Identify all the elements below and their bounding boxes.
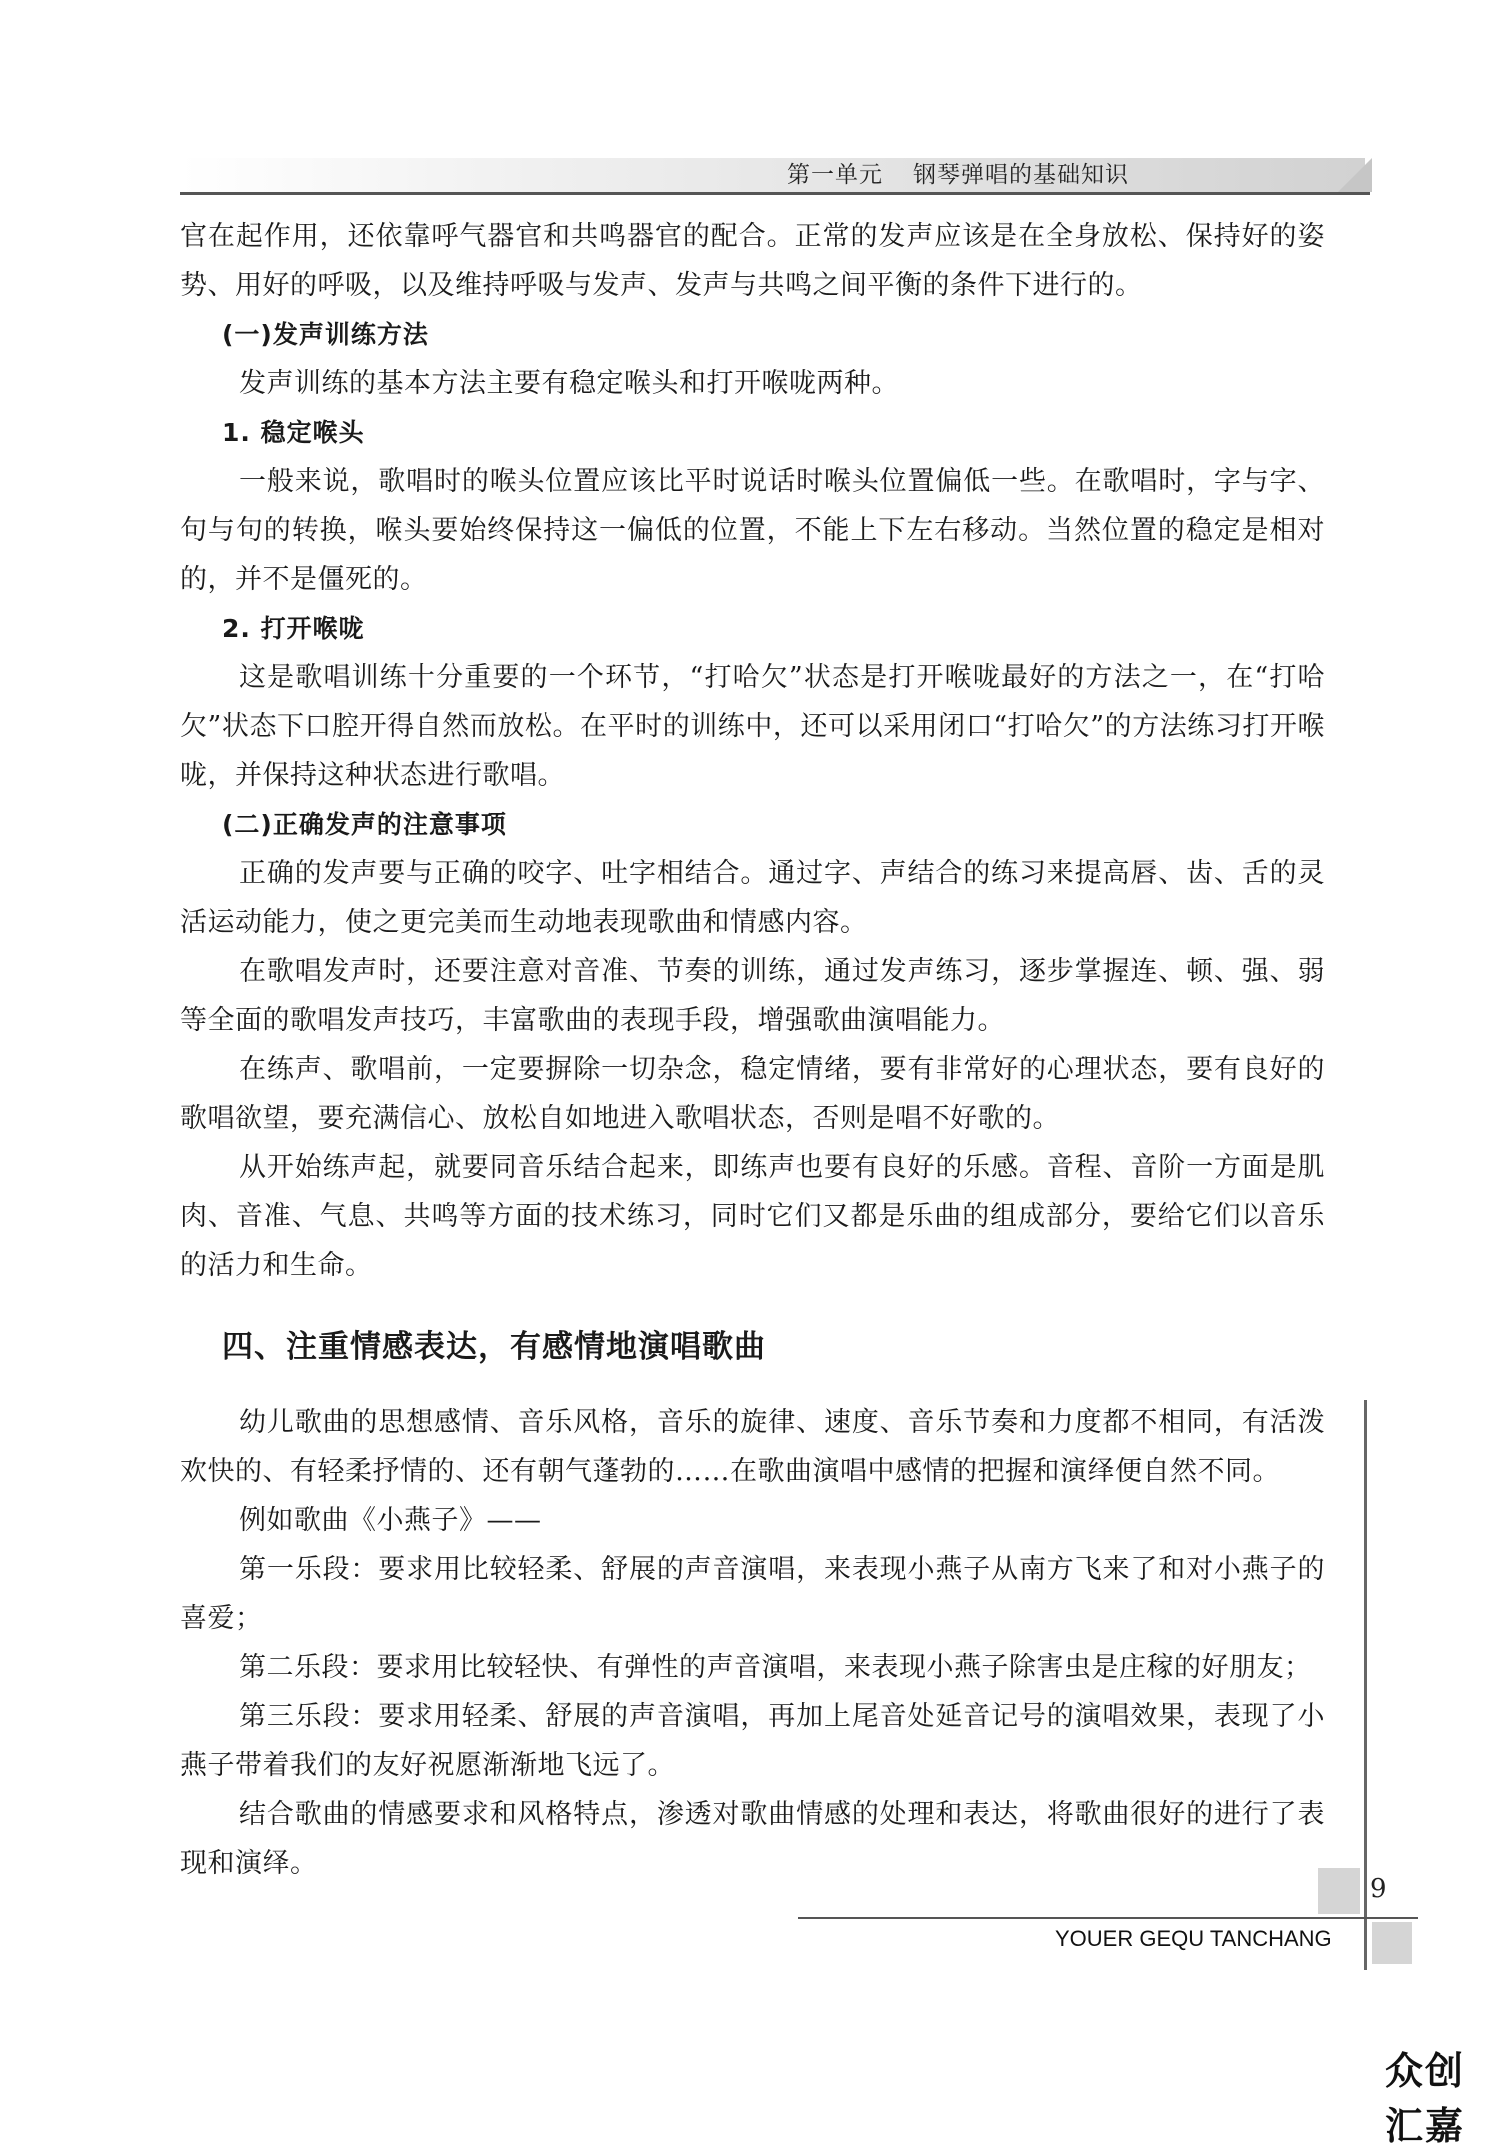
margin-rule xyxy=(1364,1400,1367,1970)
footer-rule xyxy=(798,1917,1418,1919)
footer-block xyxy=(1372,1922,1412,1964)
footer-block xyxy=(1318,1868,1360,1914)
page-body xyxy=(180,212,1325,1888)
paragraph: 第二乐段：要求用比较轻快、有弹性的声音演唱，来表现小燕子除害虫是庄稼的好朋友； xyxy=(239,1652,1312,1683)
subheading: 1. 稳定喉头 xyxy=(222,418,365,447)
subheading: (一)发声训练方法 xyxy=(222,320,429,349)
paragraph: 在练声、歌唱前，一定要摒除一切杂念，稳定情绪，要有非常好的心理状态，要有良好的歌唱欲望，要充满信心、放松自如地进入歌唱状态，否则是唱不好歌的。 xyxy=(180,1054,1325,1134)
subheading: (二)正确发声的注意事项 xyxy=(222,810,507,839)
header-title: 钢琴弹唱的基础知识 xyxy=(913,162,1129,188)
paragraph: 发声训练的基本方法主要有稳定喉头和打开喉咙两种。 xyxy=(239,368,899,399)
paragraph: 在歌唱发声时，还要注意对音准、节奏的训练，通过发声练习，逐步掌握连、顿、强、弱等全面的歌唱发声技巧，丰富歌曲的表现手段，增强歌曲演唱能力。 xyxy=(180,956,1325,1036)
paragraph: 例如歌曲《小燕子》—— xyxy=(239,1505,542,1536)
book-title: YOUER GEQU TANCHANG xyxy=(1055,1926,1332,1951)
watermark-logo: 众创汇嘉 xyxy=(1385,2049,1466,2148)
page-number: 9 xyxy=(1370,1874,1387,1904)
running-header xyxy=(787,160,1129,190)
paragraph: 正确的发声要与正确的咬字、吐字相结合。通过字、声结合的练习来提高唇、齿、舌的灵活运动能力，使之更完美而生动地表现歌曲和情感内容。 xyxy=(180,858,1325,938)
header-corner-decoration xyxy=(1338,158,1372,192)
subheading: 2. 打开喉咙 xyxy=(222,614,365,643)
paragraph: 第一乐段：要求用比较轻柔、舒展的声音演唱，来表现小燕子从南方飞来了和对小燕子的喜爱； xyxy=(180,1554,1325,1634)
paragraph: 第三乐段：要求用轻柔、舒展的声音演唱，再加上尾音处延音记号的演唱效果，表现了小燕子带着我们的友好祝愿渐渐地飞远了。 xyxy=(180,1701,1325,1781)
paragraph: 一般来说，歌唱时的喉头位置应该比平时说话时喉头位置偏低一些。在歌唱时，字与字、句与句的转换，喉头要始终保持这一偏低的位置，不能上下左右移动。当然位置的稳定是相对的，并不是僵死的。 xyxy=(180,466,1325,595)
paragraph: 幼儿歌曲的思想感情、音乐风格，音乐的旋律、速度、音乐节奏和力度都不相同，有活泼欢快的、有轻柔抒情的、还有朝气蓬勃的……在歌曲演唱中感情的把握和演绎便自然不同。 xyxy=(180,1407,1325,1487)
header-rule xyxy=(180,192,1370,195)
paragraph: 官在起作用，还依靠呼气器官和共鸣器官的配合。正常的发声应该是在全身放松、保持好的姿势、用好的呼吸，以及维持呼吸与发声、发声与共鸣之间平衡的条件下进行的。 xyxy=(180,221,1325,301)
header-unit: 第一单元 xyxy=(787,162,883,188)
paragraph: 结合歌曲的情感要求和风格特点，渗透对歌曲情感的处理和表达，将歌曲很好的进行了表现和演绎。 xyxy=(180,1799,1325,1879)
paragraph: 这是歌唱训练十分重要的一个环节，“打哈欠”状态是打开喉咙最好的方法之一，在“打哈欠”状态下口腔开得自然而放松。在平时的训练中，还可以采用闭口“打哈欠”的方法练习打开喉咙，并保持这种状态进行歌唱。 xyxy=(180,662,1325,791)
header-bar xyxy=(180,158,1365,192)
section-heading: 四、注重情感表达，有感情地演唱歌曲 xyxy=(222,1329,766,1365)
paragraph: 从开始练声起，就要同音乐结合起来，即练声也要有良好的乐感。音程、音阶一方面是肌肉、音准、气息、共鸣等方面的技术练习，同时它们又都是乐曲的组成部分，要给它们以音乐的活力和生命。 xyxy=(180,1152,1325,1281)
